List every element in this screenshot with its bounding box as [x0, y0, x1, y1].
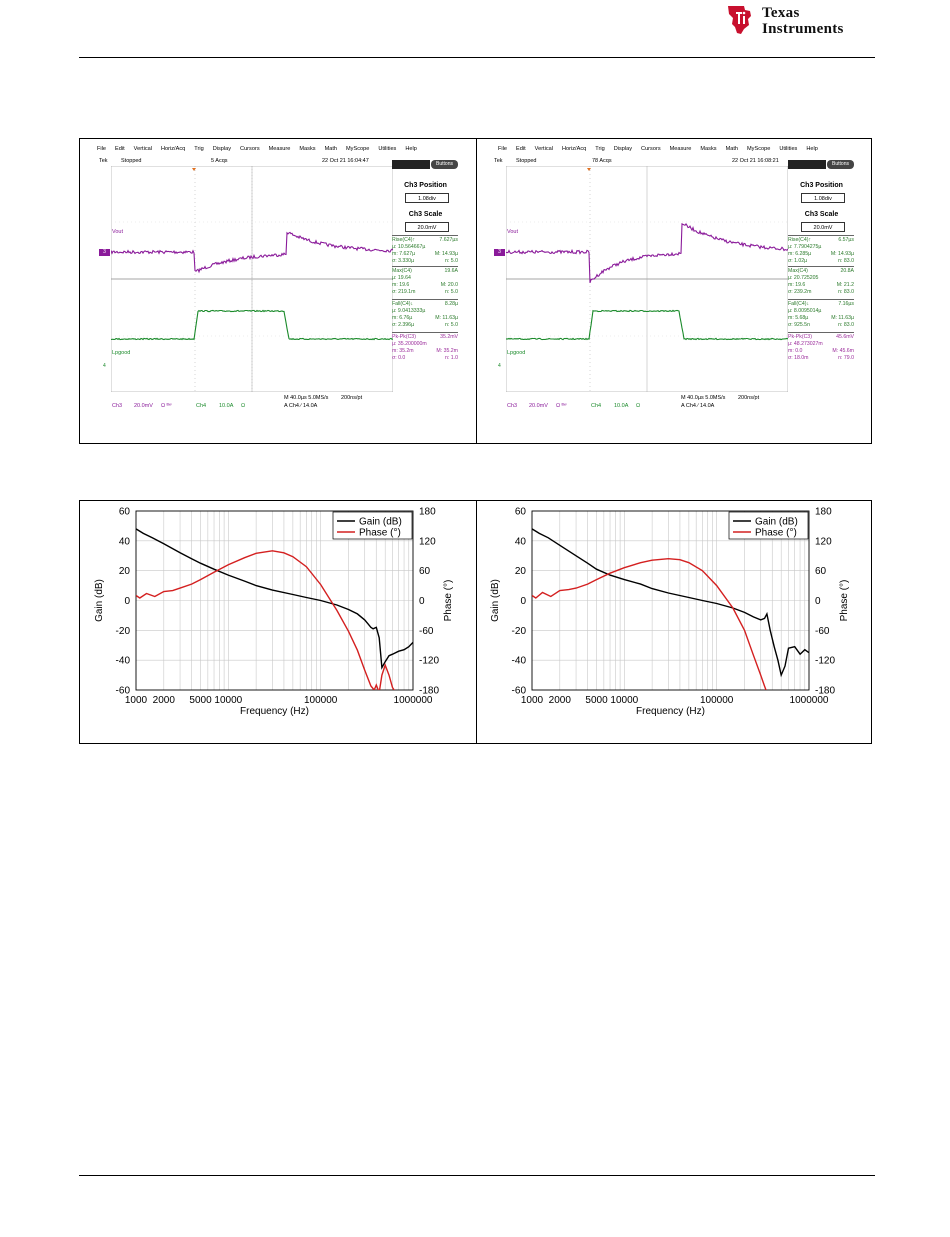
meas-max: M: 45.6m	[832, 348, 854, 354]
y-tick-label: -40	[511, 655, 526, 667]
y-tick-label: 0	[124, 596, 130, 607]
meas-min: m: 7.627µ	[392, 251, 416, 257]
meas-max: M: 35.2m	[436, 348, 458, 354]
scope-brand: Tek	[99, 158, 108, 164]
ch4-footer: Ch4	[196, 403, 207, 409]
y-tick-label: 60	[514, 506, 526, 518]
meas-title: Rise(C4)↑	[788, 237, 812, 243]
meas-max: M: 11.63µ	[831, 315, 854, 321]
menu-display[interactable]: Display	[613, 146, 633, 152]
menu-help[interactable]: Help	[405, 146, 417, 152]
meas-title: Pk-Pk(C3)	[788, 334, 812, 340]
ch3-position-title: Ch3 Position	[800, 182, 843, 189]
y2-tick-label: -60	[419, 625, 434, 637]
scope-datetime: 22 Oct 21 16:04:47	[322, 158, 369, 164]
menu-horiz-acq[interactable]: Horiz/Acq	[161, 146, 186, 152]
menu-myscope[interactable]: MyScope	[747, 146, 771, 152]
meas-min: m: 35.2m	[392, 348, 414, 354]
meas-value: 7.627µs	[439, 237, 458, 243]
scope-menu-bar	[97, 146, 426, 152]
measurement-rise	[392, 237, 458, 265]
scope-screenshot-1	[79, 138, 476, 444]
ch3-position-title: Ch3 Position	[404, 182, 447, 189]
menu-trig[interactable]: Trig	[595, 146, 605, 152]
menu-vertical[interactable]: Vertical	[534, 146, 553, 152]
texas-instruments-logo	[724, 0, 884, 44]
menu-vertical[interactable]: Vertical	[133, 146, 152, 152]
meas-title: Rise(C4)↑	[392, 237, 416, 243]
meas-mean: µ: 48.273027m	[788, 341, 823, 347]
ch4-scale-footer: 10.0A	[219, 403, 234, 409]
phase-series-line	[532, 559, 767, 693]
scope-state: Stopped	[516, 158, 537, 164]
ch3-marker[interactable]: 3	[99, 249, 110, 256]
y-tick-label: 40	[514, 536, 526, 548]
bode-plot-1	[80, 501, 475, 743]
y2-tick-label: -120	[419, 655, 440, 667]
meas-n: n: 5.0	[445, 258, 458, 264]
ch3-footer: Ch3	[507, 403, 518, 409]
x-tick-label: 1000000	[393, 695, 433, 706]
y2-tick-label: 180	[815, 506, 832, 518]
menu-utilities[interactable]: Utilities	[779, 146, 798, 152]
timebase: M 40.0µs 5.0MS/s	[681, 395, 726, 401]
y2-tick-label: -180	[419, 685, 440, 697]
y2-tick-label: -180	[815, 685, 836, 697]
menu-myscope[interactable]: MyScope	[346, 146, 370, 152]
meas-n: n: 1.0	[445, 355, 458, 361]
measurement-fall	[392, 301, 458, 329]
meas-title: Fall(C4)↓	[392, 301, 414, 307]
ch3-bw-footer: Ω ᴮʷ	[161, 403, 172, 409]
y-tick-label: 20	[514, 566, 526, 578]
ch3-marker[interactable]: 3	[494, 249, 505, 256]
meas-sigma: σ: 18.0m	[788, 355, 809, 361]
logo-text-line2: Instruments	[762, 21, 844, 37]
menu-horiz-acq[interactable]: Horiz/Acq	[562, 146, 587, 152]
meas-sigma: σ: 3.330µ	[392, 258, 415, 264]
y-tick-label: 20	[118, 566, 130, 578]
ch3-scale-title: Ch3 Scale	[804, 211, 839, 218]
meas-max: M: 14.93µ	[434, 251, 458, 257]
meas-title: Pk-Pk(C3)	[392, 334, 416, 340]
menu-masks[interactable]: Masks	[299, 146, 316, 152]
menu-masks[interactable]: Masks	[700, 146, 717, 152]
ch4-marker[interactable]: 4	[103, 363, 106, 369]
x-axis-label: Frequency (Hz)	[240, 706, 309, 717]
y-axis-label: Gain (dB)	[490, 579, 501, 622]
menu-edit[interactable]: Edit	[516, 146, 526, 152]
meas-n: n: 83.0	[838, 322, 854, 328]
gain-series-line	[532, 529, 809, 675]
meas-n: n: 79.0	[838, 355, 854, 361]
menu-display[interactable]: Display	[212, 146, 232, 152]
scope-right-panel	[788, 160, 855, 436]
meas-sigma: σ: 239.2m	[788, 289, 812, 295]
meas-value: 6.57µs	[838, 237, 854, 243]
header-rule	[79, 57, 875, 58]
measurement-max	[392, 268, 458, 296]
menu-utilities[interactable]: Utilities	[378, 146, 397, 152]
meas-min: m: 19.6	[392, 282, 410, 288]
meas-min: m: 6.285µ	[788, 251, 812, 257]
ch4-footer: Ch4	[591, 403, 602, 409]
scope-datetime: 22 Oct 21 16:08:21	[732, 158, 779, 164]
y-tick-label: 40	[118, 536, 130, 548]
x-tick-label: 100000	[303, 695, 338, 706]
y-axis-label: Gain (dB)	[94, 579, 105, 622]
ch4-marker[interactable]: 4	[498, 363, 501, 369]
ch3-scale-footer: 20.0mV	[134, 403, 153, 409]
scope-1-graticule	[111, 166, 393, 392]
meas-mean: µ: 35.200000m	[392, 341, 427, 347]
meas-title: Max(C4)	[392, 268, 412, 274]
ch3-scale-title: Ch3 Scale	[408, 211, 443, 218]
meas-sigma: σ: 1.02µ	[788, 258, 808, 264]
x-tick-label: 5000	[585, 695, 608, 706]
x-tick-label: 1000000	[789, 695, 829, 706]
y-tick-label: -20	[115, 625, 130, 637]
bode-plot-2	[476, 501, 871, 743]
ch4-scale-footer: 10.0A	[614, 403, 629, 409]
y2-tick-label: 60	[815, 566, 827, 578]
scope-right-panel	[392, 160, 459, 436]
y2-tick-label: -60	[815, 625, 830, 637]
menu-edit[interactable]: Edit	[115, 146, 125, 152]
points-per-div: 200ns/pt	[341, 395, 363, 401]
ti-logo-icon	[724, 2, 758, 36]
measurement-pkpk	[788, 334, 854, 362]
ch3-footer: Ch3	[112, 403, 123, 409]
menu-math[interactable]: Math	[324, 146, 337, 152]
meas-sigma: σ: 219.1m	[392, 289, 416, 295]
y2-tick-label: 0	[815, 596, 821, 607]
trigger-footer: A Ch4 ∕ 14.0A	[284, 403, 318, 409]
vout-label: Vout	[507, 229, 519, 235]
menu-measure[interactable]: Measure	[669, 146, 692, 152]
ch3-bw-footer: Ω ᴮʷ	[556, 403, 567, 409]
measurement-fall	[788, 301, 854, 329]
meas-mean: µ: 7.7904275µ	[788, 244, 822, 250]
meas-n: n: 5.0	[445, 289, 458, 295]
legend-label: Gain (dB)	[359, 516, 402, 528]
ch3-position-value[interactable]: 1.08div	[405, 193, 449, 203]
phase-series-line	[136, 551, 396, 693]
meas-title: Max(C4)	[788, 268, 808, 274]
y2-tick-label: 180	[419, 506, 436, 518]
menu-trig[interactable]: Trig	[194, 146, 204, 152]
menu-cursors[interactable]: Cursors	[641, 146, 661, 152]
x-tick-label: 1000	[124, 695, 148, 706]
meas-max: M: 20.0	[440, 282, 458, 288]
pgood-label: Lpgood	[507, 350, 526, 356]
x-axis-label: Frequency (Hz)	[636, 706, 705, 717]
y2-tick-label: 60	[419, 566, 431, 578]
menu-file[interactable]: File	[97, 146, 107, 152]
meas-min: m: 19.6	[788, 282, 806, 288]
ch3-scale-value[interactable]: 20.0mV	[405, 222, 449, 232]
ch3-position-value[interactable]: 1.08div	[801, 193, 845, 203]
x-tick-label: 2000	[152, 695, 175, 706]
pgood-label: Lpgood	[112, 350, 131, 356]
y-tick-label: -40	[115, 655, 130, 667]
measurement-max	[788, 268, 854, 296]
scope-state: Stopped	[121, 158, 142, 164]
y2-axis-label: Phase (°)	[839, 579, 850, 622]
measurement-rise	[788, 237, 854, 265]
meas-value: 19.6A	[444, 268, 458, 274]
meas-sigma: σ: 925.5n	[788, 322, 810, 328]
meas-value: 35.2mV	[440, 334, 458, 340]
x-tick-label: 10000	[214, 695, 243, 706]
meas-mean: µ: 8.0095014µ	[788, 308, 822, 314]
scope-menu-bar	[498, 146, 827, 152]
meas-mean: µ: 10.564667µ	[392, 244, 426, 250]
meas-min: m: 5.68µ	[788, 315, 809, 321]
points-per-div: 200ns/pt	[738, 395, 760, 401]
y-tick-label: -60	[511, 685, 526, 697]
footer-rule	[79, 1175, 875, 1176]
y2-tick-label: -120	[815, 655, 836, 667]
trigger-footer: A Ch4 ∕ 14.0A	[681, 403, 715, 409]
legend-label: Phase (°)	[755, 527, 797, 539]
legend-label: Phase (°)	[359, 527, 401, 539]
meas-value: 8.28µ	[444, 301, 458, 307]
meas-max: M: 21.2	[836, 282, 854, 288]
meas-value: 20.8A	[840, 268, 854, 274]
meas-mean: µ: 19.64	[392, 275, 411, 281]
meas-min: m: 6.76µ	[392, 315, 413, 321]
meas-mean: µ: 20.725205	[788, 275, 819, 281]
meas-n: n: 5.0	[445, 322, 458, 328]
meas-min: m: 0.0	[788, 348, 803, 354]
timebase: M 40.0µs 5.0MS/s	[284, 395, 329, 401]
x-tick-label: 5000	[189, 695, 212, 706]
ch3-scale-value[interactable]: 20.0mV	[801, 222, 845, 232]
scope-screenshot-2	[476, 138, 872, 444]
meas-mean: µ: 9.0413333µ	[392, 308, 426, 314]
meas-max: M: 14.93µ	[830, 251, 854, 257]
buttons-toggle[interactable]: Buttons	[431, 160, 458, 169]
y-tick-label: 60	[118, 506, 130, 518]
legend-label: Gain (dB)	[755, 516, 798, 528]
menu-cursors[interactable]: Cursors	[240, 146, 260, 152]
meas-value: 7.16µs	[838, 301, 854, 307]
x-tick-label: 1000	[520, 695, 544, 706]
x-tick-label: 100000	[699, 695, 734, 706]
x-tick-label: 10000	[610, 695, 639, 706]
logo-text-line1: Texas	[762, 5, 800, 21]
x-tick-label: 2000	[548, 695, 571, 706]
scope-brand: Tek	[494, 158, 503, 164]
ch4-impedance-footer: Ω	[241, 403, 246, 409]
meas-sigma: σ: 0.0	[392, 355, 406, 361]
menu-file[interactable]: File	[498, 146, 508, 152]
meas-value: 45.6mV	[836, 334, 854, 340]
scope-acqs: 78 Acqs	[592, 158, 612, 164]
y-tick-label: 0	[520, 596, 526, 607]
menu-measure[interactable]: Measure	[268, 146, 291, 152]
meas-sigma: σ: 2.396µ	[392, 322, 415, 328]
y-tick-label: -60	[115, 685, 130, 697]
menu-help[interactable]: Help	[806, 146, 818, 152]
y2-tick-label: 120	[815, 536, 832, 548]
buttons-toggle[interactable]: Buttons	[827, 160, 854, 169]
gain-series-line	[136, 529, 413, 668]
meas-n: n: 83.0	[838, 258, 854, 264]
scope-acqs: 5 Acqs	[211, 158, 228, 164]
vout-label: Vout	[112, 229, 124, 235]
meas-title: Fall(C4)↓	[788, 301, 810, 307]
y2-tick-label: 120	[419, 536, 436, 548]
y2-axis-label: Phase (°)	[443, 579, 454, 622]
menu-math[interactable]: Math	[725, 146, 738, 152]
measurement-pkpk	[392, 334, 458, 362]
y-tick-label: -20	[511, 625, 526, 637]
ch4-impedance-footer: Ω	[636, 403, 641, 409]
meas-n: n: 83.0	[838, 289, 854, 295]
scope-2-graticule	[506, 166, 788, 392]
y2-tick-label: 0	[419, 596, 425, 607]
ch3-scale-footer: 20.0mV	[529, 403, 548, 409]
meas-max: M: 11.63µ	[435, 315, 458, 321]
